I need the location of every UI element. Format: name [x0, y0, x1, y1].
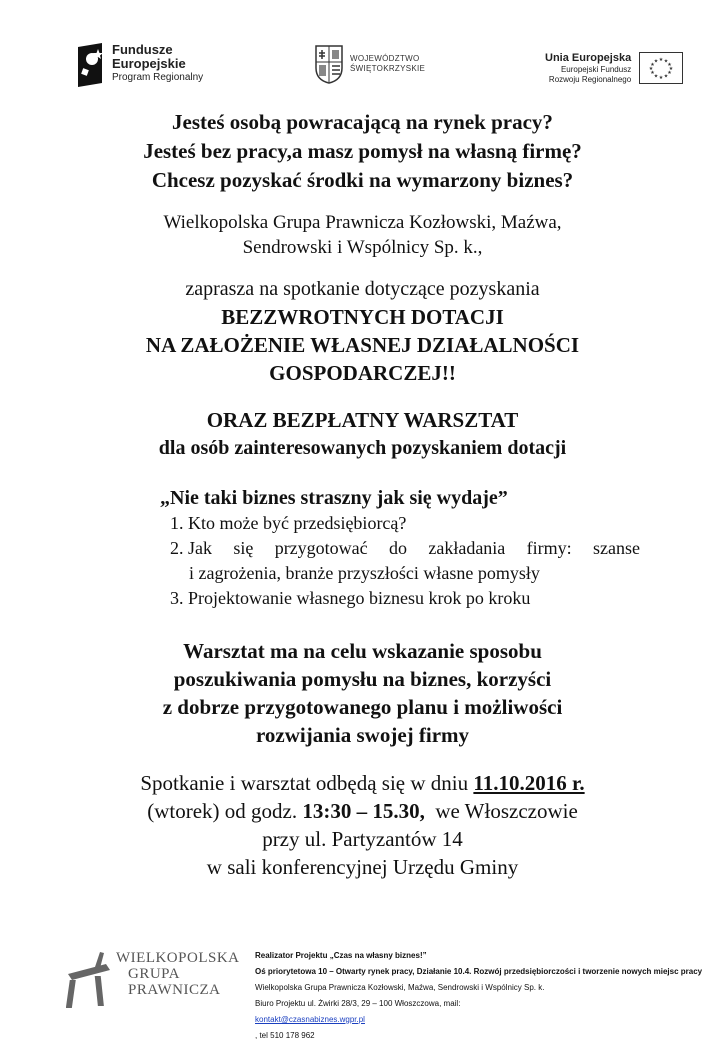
svg-text:★: ★ — [663, 73, 669, 80]
wgp-line2: GRUPA — [128, 966, 180, 982]
main-content — [0, 108, 725, 881]
invite-grants: BEZZWROTNYCH DOTACJI — [221, 305, 504, 329]
sw-line1: WOJEWÓDZTWO — [350, 54, 420, 63]
svg-text:★: ★ — [650, 62, 655, 68]
list-item: 3. Projektowanie własnego biznesu krok po kroku — [170, 588, 531, 608]
fe-line1: Fundusze — [112, 42, 173, 57]
svg-text:★: ★ — [663, 58, 669, 65]
footer-line2: Oś priorytetowa 10 – Otwarty rynek pracy, Działanie 10.4. Rozwój przedsiębiorczości i tworzenie nowych miejsc pracy — [255, 967, 703, 976]
fe-line3: Program Regionalny — [112, 72, 204, 83]
wgp-line1: WIELKOPOLSKA — [116, 950, 240, 966]
workshop-goal: Warsztat ma na celu wskazanie sposobu poszukiwania pomysłu na biznes, korzyści z dobrze przygotowanego planu i możliwości rozwijania swojej firmy — [162, 639, 563, 747]
coat-of-arms-icon — [314, 44, 344, 84]
footer-info — [255, 948, 702, 1044]
svg-text:★: ★ — [653, 58, 659, 65]
svg-text:★: ★ — [653, 73, 659, 80]
question-3: Chcesz pozyskać środki na wymarzony biznes? — [151, 168, 574, 192]
unia-europejska-logo — [545, 52, 683, 85]
company-line1: Wielkopolska Grupa Prawnicza Kozłowski, Maźwa, — [163, 212, 562, 233]
footer-line1: Realizator Projektu „Czas na własny biznes!” — [255, 951, 427, 960]
svg-text:★: ★ — [658, 57, 664, 63]
workshop-title: „Nie taki biznes straszny jak się wydaje” — [160, 487, 508, 509]
meeting-date: 11.10.2016 r. — [473, 771, 585, 795]
swietokrzyskie-logo — [314, 44, 425, 84]
company-line2: Sendrowski i Wspólnicy Sp. k., — [242, 237, 483, 258]
logo-bar — [0, 40, 725, 100]
question-2: Jesteś bez pracy,a masz pomysł na własną firmę? — [143, 139, 582, 163]
ue-line2: Rozwoju Regionalnego — [548, 75, 632, 84]
svg-text:★: ★ — [667, 70, 672, 76]
wgp-line3: PRAWNICZA — [128, 982, 221, 998]
company-block — [0, 210, 725, 260]
ue-line1: Europejski Fundusz — [560, 65, 632, 74]
fe-star-icon — [78, 43, 106, 87]
meeting-time: 13:30 – 15.30, — [302, 799, 425, 823]
svg-text:★: ★ — [648, 66, 654, 72]
list-item: 2. Jak się przygotować do zakładania firmy: szanse i zagrożenia, branże przyszłości własne pomysły — [170, 538, 640, 583]
sw-line2: ŚWIĘTOKRZYSKIE — [350, 64, 426, 73]
footer-line4: Biuro Projektu ul. Żwirki 28/3, 29 – 100 Włoszczowa, mail: kontakt@czasnabiznes.wgpr.pl , tel 510 178 962 — [255, 999, 461, 1040]
ue-title: Unia Europejska — [545, 52, 632, 64]
workshop-topics — [0, 511, 725, 611]
invite-business: NA ZAŁOŻENIE WŁASNEJ DZIAŁALNOŚCI — [145, 333, 580, 357]
svg-text:★: ★ — [658, 75, 664, 80]
workshop-heading — [0, 406, 725, 462]
workshop-line2: dla osób zainteresowanych pozyskaniem dotacji — [158, 437, 567, 459]
eu-flag-icon — [639, 52, 683, 84]
footer — [0, 940, 725, 1040]
svg-text:★: ★ — [650, 70, 655, 76]
invite-economic: GOSPODARCZEJ!! — [269, 361, 456, 385]
list-item: 1. Kto może być przedsiębiorcą? — [170, 513, 407, 533]
email-link[interactable]: kontakt@czasnabiznes.wgpr.pl — [255, 1015, 365, 1024]
wgp-logo — [66, 950, 240, 1014]
fundusze-europejskie-logo — [78, 43, 203, 87]
question-1: Jesteś osobą powracającą na rynek pracy? — [172, 110, 553, 134]
meeting-details: Spotkanie i warsztat odbędą się w dniu 11.10.2016 r. (wtorek) od godz. 13:30 – 15.30, we Włoszczowie przy ul. Partyzantów 14 w sali konferencyjnej Urzędu Gminy — [140, 771, 585, 879]
svg-text:★: ★ — [667, 62, 672, 68]
fe-line2: Europejskie — [112, 56, 186, 71]
workshop-line1: ORAZ BEZPŁATNY WARSZTAT — [206, 408, 519, 432]
footer-line3: Wielkopolska Grupa Prawnicza Kozłowski, Maźwa, Sendrowski i Wspólnicy Sp. k. — [255, 983, 545, 992]
svg-text:★: ★ — [668, 66, 674, 72]
invite-intro: zaprasza na spotkanie dotyczące pozyskania — [185, 278, 540, 300]
